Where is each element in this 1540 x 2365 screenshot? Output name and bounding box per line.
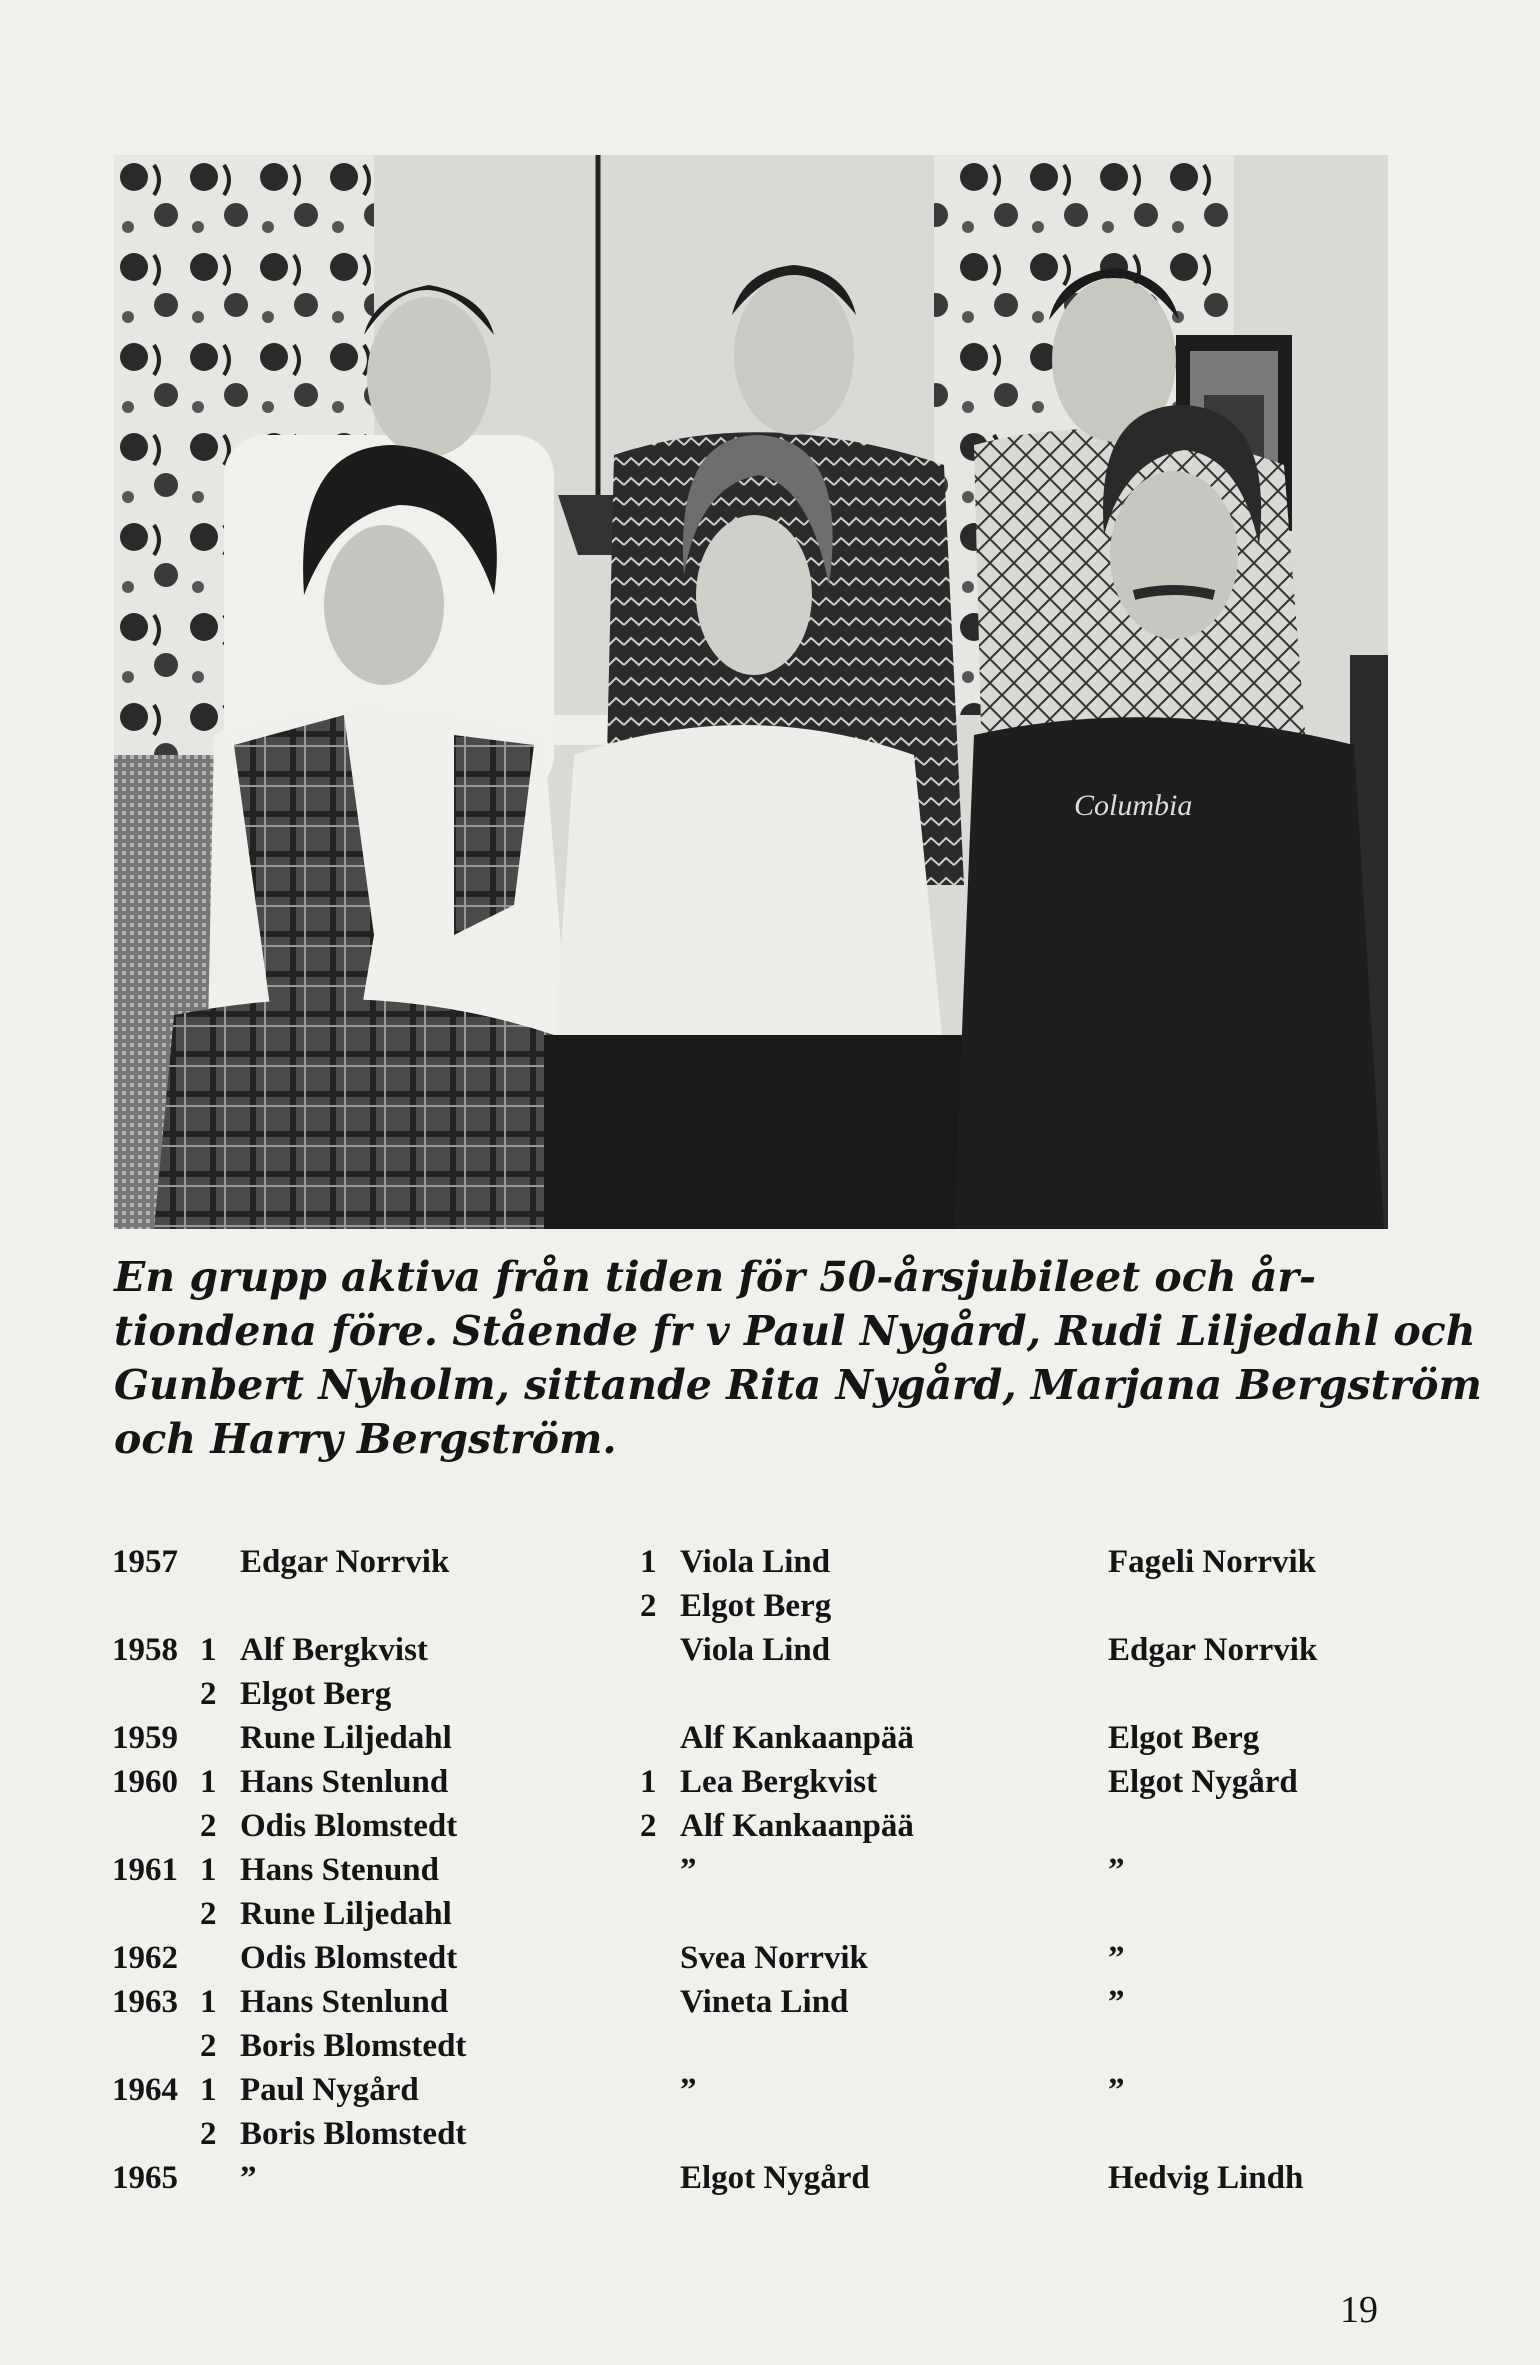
name-cell: Fageli Norrvik [1108,1544,1317,1580]
year-cell: 1965 [112,2160,178,2196]
year-cell: 1961 [112,1852,178,1888]
year-cell: 1960 [112,1764,178,1800]
place-number-cell: 2 [640,1588,657,1624]
place-number-cell: 1 [640,1544,657,1580]
svg-text:Columbia: Columbia [1074,789,1193,822]
table-row [0,1980,1540,2024]
place-number-cell: 2 [200,1676,217,1712]
name-cell: Alf Kankaanpää [680,1720,914,1756]
name-cell: Viola Lind [680,1544,831,1580]
table-row [0,1672,1540,1716]
photo-caption [114,1250,1482,1466]
name-cell: Hans Stenlund [240,1764,449,1800]
caption-line-2: tiondena före. Stående fr v Paul Nygård, Rudi Liljedahl och [114,1307,1476,1355]
name-cell: Alf Kankaanpää [680,1808,914,1844]
place-number-cell: 1 [200,1632,217,1668]
name-cell: Hans Stenlund [240,1984,449,2020]
name-cell: Paul Nygård [240,2072,419,2108]
name-cell: ” [1108,1940,1125,1976]
name-cell: Elgot Berg [680,1588,832,1624]
table-row [0,1540,1540,1584]
place-number-cell: 2 [200,1896,217,1932]
table-row [0,2024,1540,2068]
name-cell: Boris Blomstedt [240,2028,467,2064]
name-cell: Rune Liljedahl [240,1720,452,1756]
name-cell: Elgot Nygård [680,2160,870,2196]
caption-line-3: Gunbert Nyholm, sittande Rita Nygård, Marjana Bergström [114,1361,1482,1409]
table-row [0,1628,1540,1672]
year-cell: 1957 [112,1544,178,1580]
name-cell: ” [240,2160,257,2196]
name-cell: Hans Stenund [240,1852,440,1888]
name-cell: Edgar Norrvik [240,1544,450,1580]
place-number-cell: 1 [200,2072,217,2108]
year-cell: 1958 [112,1632,178,1668]
name-cell: Edgar Norrvik [1108,1632,1318,1668]
place-number-cell: 1 [640,1764,657,1800]
table-row [0,1848,1540,1892]
name-cell: Odis Blomstedt [240,1808,458,1844]
name-cell: ” [1108,1984,1125,2020]
year-cell: 1962 [112,1940,178,1976]
table-row [0,1804,1540,1848]
table-row [0,1936,1540,1980]
place-number-cell: 2 [640,1808,657,1844]
table-row [0,1760,1540,1804]
table-row [0,1584,1540,1628]
year-cell: 1963 [112,1984,178,2020]
name-cell: ” [1108,2072,1125,2108]
place-number-cell: 2 [200,2116,217,2152]
page-number: 19 [1340,2289,1378,2331]
caption-line-1: En grupp aktiva från tiden för 50-årsjubileet och år- [114,1253,1317,1301]
name-cell: Elgot Nygård [1108,1764,1298,1800]
place-number-cell: 2 [200,1808,217,1844]
name-cell: Boris Blomstedt [240,2116,467,2152]
group-photo-illustration [114,155,1388,1229]
table-row [0,2156,1540,2200]
place-number-cell: 1 [200,1984,217,2020]
name-cell: Elgot Berg [1108,1720,1260,1756]
table-row [0,1892,1540,1936]
place-number-cell: 2 [200,2028,217,2064]
name-cell: Alf Bergkvist [240,1632,428,1668]
year-cell: 1959 [112,1720,178,1756]
place-number-cell: 1 [200,1764,217,1800]
place-number-cell: 1 [200,1852,217,1888]
name-cell: ” [1108,1852,1125,1888]
name-cell: Svea Norrvik [680,1940,868,1976]
table-row [0,1716,1540,1760]
name-cell: Odis Blomstedt [240,1940,458,1976]
name-cell: Lea Bergkvist [680,1764,878,1800]
group-photo [114,155,1388,1229]
name-cell: Viola Lind [680,1632,831,1668]
table-row [0,2112,1540,2156]
name-cell: ” [680,2072,697,2108]
table-row [0,2068,1540,2112]
name-cell: ” [680,1852,697,1888]
name-cell: Rune Liljedahl [240,1896,452,1932]
name-cell: Vineta Lind [680,1984,849,2020]
name-cell: Hedvig Lindh [1108,2160,1304,2196]
name-cell: Elgot Berg [240,1676,392,1712]
year-cell: 1964 [112,2072,178,2108]
caption-line-4: och Harry Bergström. [114,1415,617,1463]
